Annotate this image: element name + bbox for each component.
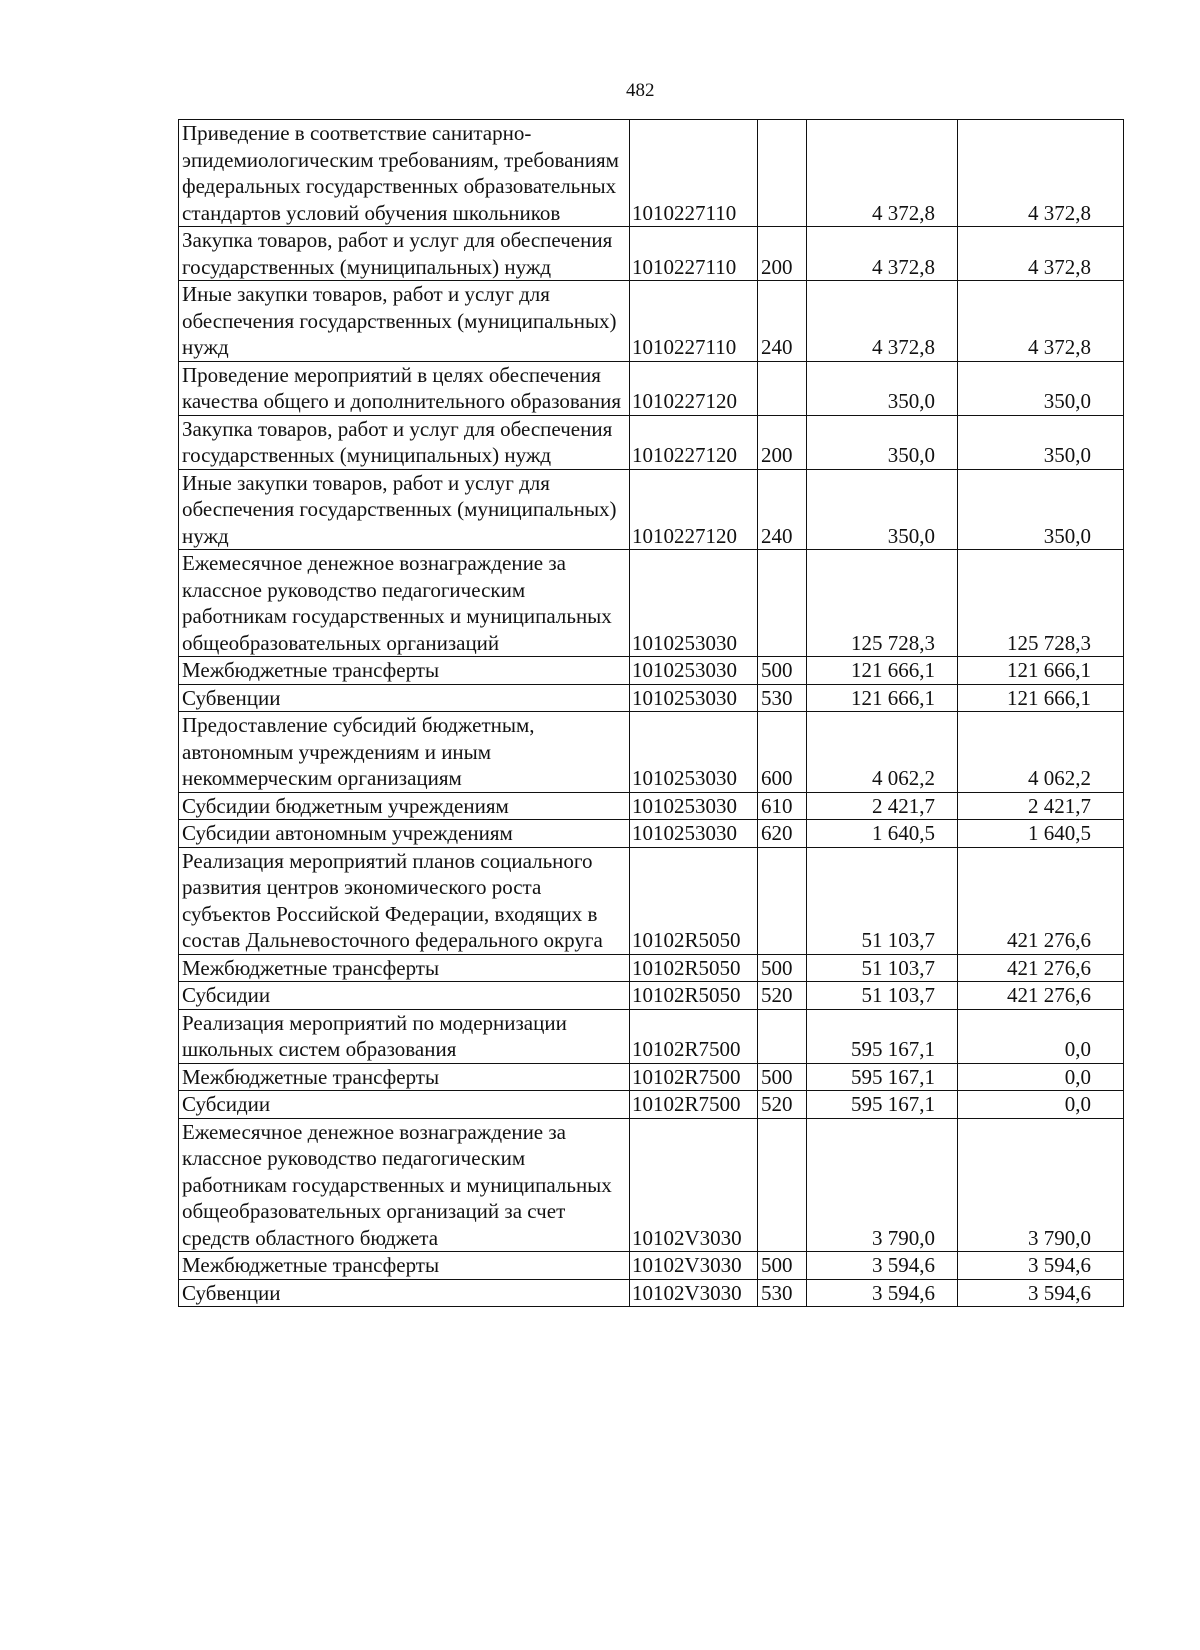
row-code: 1010253030 — [630, 684, 758, 712]
row-value-2: 0,0 — [958, 1091, 1124, 1119]
table-row — [179, 227, 1124, 281]
row-expense-type — [758, 550, 807, 657]
row-code: 10102V3030 — [630, 1252, 758, 1280]
row-name: Закупка товаров, работ и услуг для обеспечения государственных (муниципальных) нужд — [179, 227, 630, 281]
table-row — [179, 469, 1124, 550]
row-value-1: 595 167,1 — [807, 1063, 958, 1091]
row-expense-type: 610 — [758, 792, 807, 820]
row-value-1: 51 103,7 — [807, 954, 958, 982]
row-name: Субвенции — [179, 1279, 630, 1307]
table-row — [179, 120, 1124, 227]
row-value-2: 350,0 — [958, 361, 1124, 415]
row-value-2: 2 421,7 — [958, 792, 1124, 820]
row-name: Реализация мероприятий по модернизации школьных систем образования — [179, 1009, 630, 1063]
row-expense-type: 240 — [758, 281, 807, 362]
row-name: Проведение мероприятий в целях обеспечения качества общего и дополнительного образования — [179, 361, 630, 415]
row-expense-type — [758, 1118, 807, 1252]
table-row — [179, 1252, 1124, 1280]
row-value-1: 4 062,2 — [807, 712, 958, 793]
row-code: 1010227120 — [630, 361, 758, 415]
table-row — [179, 1009, 1124, 1063]
row-value-2: 4 372,8 — [958, 227, 1124, 281]
row-value-1: 595 167,1 — [807, 1009, 958, 1063]
table-row — [179, 820, 1124, 848]
row-code: 1010227120 — [630, 415, 758, 469]
row-value-1: 595 167,1 — [807, 1091, 958, 1119]
row-value-2: 3 594,6 — [958, 1252, 1124, 1280]
row-value-2: 3 790,0 — [958, 1118, 1124, 1252]
row-expense-type: 520 — [758, 1091, 807, 1119]
row-value-1: 4 372,8 — [807, 227, 958, 281]
row-code: 1010253030 — [630, 820, 758, 848]
row-expense-type: 530 — [758, 684, 807, 712]
row-value-1: 3 594,6 — [807, 1279, 958, 1307]
budget-table — [178, 119, 1124, 1307]
row-code: 10102R7500 — [630, 1091, 758, 1119]
row-name: Субсидии бюджетным учреждениям — [179, 792, 630, 820]
row-value-2: 421 276,6 — [958, 954, 1124, 982]
row-name: Ежемесячное денежное вознаграждение за классное руководство педагогическим работникам государственных и муниципальных общеобразовательных организаций за счет средств областного бюджета — [179, 1118, 630, 1252]
budget-table-body — [179, 120, 1124, 1307]
row-code: 10102R7500 — [630, 1063, 758, 1091]
row-code: 1010253030 — [630, 712, 758, 793]
row-code: 10102R7500 — [630, 1009, 758, 1063]
table-row — [179, 982, 1124, 1010]
row-value-1: 350,0 — [807, 361, 958, 415]
row-expense-type: 200 — [758, 415, 807, 469]
row-name: Межбюджетные трансферты — [179, 1063, 630, 1091]
row-name: Межбюджетные трансферты — [179, 1252, 630, 1280]
row-expense-type: 500 — [758, 1063, 807, 1091]
row-expense-type: 600 — [758, 712, 807, 793]
row-name: Приведение в соответствие санитарно-эпидемиологическим требованиям, требованиям федеральных государственных образовательных стандартов условий обучения школьников — [179, 120, 630, 227]
row-expense-type: 500 — [758, 657, 807, 685]
row-expense-type — [758, 361, 807, 415]
row-code: 1010253030 — [630, 657, 758, 685]
row-name: Субсидии — [179, 982, 630, 1010]
row-value-1: 3 790,0 — [807, 1118, 958, 1252]
table-row — [179, 361, 1124, 415]
table-row — [179, 550, 1124, 657]
row-expense-type: 620 — [758, 820, 807, 848]
row-code: 1010253030 — [630, 792, 758, 820]
row-code: 1010227110 — [630, 281, 758, 362]
row-name: Межбюджетные трансферты — [179, 954, 630, 982]
row-value-1: 51 103,7 — [807, 847, 958, 954]
row-expense-type — [758, 847, 807, 954]
row-name: Межбюджетные трансферты — [179, 657, 630, 685]
table-row — [179, 954, 1124, 982]
row-name: Ежемесячное денежное вознаграждение за классное руководство педагогическим работникам государственных и муниципальных общеобразовательных организаций — [179, 550, 630, 657]
row-name: Иные закупки товаров, работ и услуг для обеспечения государственных (муниципальных) нужд — [179, 281, 630, 362]
table-row — [179, 415, 1124, 469]
row-code: 1010227120 — [630, 469, 758, 550]
table-row — [179, 792, 1124, 820]
row-value-1: 4 372,8 — [807, 120, 958, 227]
row-value-2: 125 728,3 — [958, 550, 1124, 657]
row-expense-type: 500 — [758, 1252, 807, 1280]
row-value-2: 3 594,6 — [958, 1279, 1124, 1307]
row-code: 10102R5050 — [630, 954, 758, 982]
row-value-1: 125 728,3 — [807, 550, 958, 657]
row-value-1: 121 666,1 — [807, 684, 958, 712]
row-code: 10102V3030 — [630, 1279, 758, 1307]
table-row — [179, 712, 1124, 793]
page-number: 482 — [626, 80, 655, 101]
row-value-1: 350,0 — [807, 415, 958, 469]
row-name: Реализация мероприятий планов социального развития центров экономического роста субъектов Российской Федерации, входящих в состав Дальневосточного федерального округа — [179, 847, 630, 954]
row-value-2: 350,0 — [958, 469, 1124, 550]
row-value-2: 4 372,8 — [958, 281, 1124, 362]
row-expense-type — [758, 1009, 807, 1063]
row-value-2: 4 372,8 — [958, 120, 1124, 227]
row-value-2: 4 062,2 — [958, 712, 1124, 793]
row-value-2: 421 276,6 — [958, 847, 1124, 954]
row-value-2: 421 276,6 — [958, 982, 1124, 1010]
row-name: Субсидии — [179, 1091, 630, 1119]
table-row — [179, 684, 1124, 712]
row-value-2: 350,0 — [958, 415, 1124, 469]
row-expense-type — [758, 120, 807, 227]
row-name: Закупка товаров, работ и услуг для обеспечения государственных (муниципальных) нужд — [179, 415, 630, 469]
row-code: 10102R5050 — [630, 982, 758, 1010]
row-value-1: 121 666,1 — [807, 657, 958, 685]
row-code: 10102R5050 — [630, 847, 758, 954]
row-value-2: 0,0 — [958, 1009, 1124, 1063]
row-name: Предоставление субсидий бюджетным, автономным учреждениям и иным некоммерческим организациям — [179, 712, 630, 793]
row-value-1: 4 372,8 — [807, 281, 958, 362]
row-value-2: 121 666,1 — [958, 657, 1124, 685]
row-code: 10102V3030 — [630, 1118, 758, 1252]
row-expense-type: 200 — [758, 227, 807, 281]
row-name: Иные закупки товаров, работ и услуг для обеспечения государственных (муниципальных) нужд — [179, 469, 630, 550]
row-value-1: 1 640,5 — [807, 820, 958, 848]
table-row — [179, 1063, 1124, 1091]
row-expense-type: 500 — [758, 954, 807, 982]
row-expense-type: 530 — [758, 1279, 807, 1307]
row-value-2: 1 640,5 — [958, 820, 1124, 848]
row-value-1: 3 594,6 — [807, 1252, 958, 1280]
row-expense-type: 240 — [758, 469, 807, 550]
table-row — [179, 847, 1124, 954]
row-name: Субвенции — [179, 684, 630, 712]
row-value-1: 51 103,7 — [807, 982, 958, 1010]
row-value-1: 350,0 — [807, 469, 958, 550]
row-expense-type: 520 — [758, 982, 807, 1010]
row-code: 1010227110 — [630, 227, 758, 281]
row-code: 1010227110 — [630, 120, 758, 227]
table-row — [179, 1279, 1124, 1307]
table-row — [179, 281, 1124, 362]
row-value-2: 0,0 — [958, 1063, 1124, 1091]
table-row — [179, 1091, 1124, 1119]
row-value-1: 2 421,7 — [807, 792, 958, 820]
row-value-2: 121 666,1 — [958, 684, 1124, 712]
row-name: Субсидии автономным учреждениям — [179, 820, 630, 848]
row-code: 1010253030 — [630, 550, 758, 657]
table-row — [179, 1118, 1124, 1252]
table-row — [179, 657, 1124, 685]
